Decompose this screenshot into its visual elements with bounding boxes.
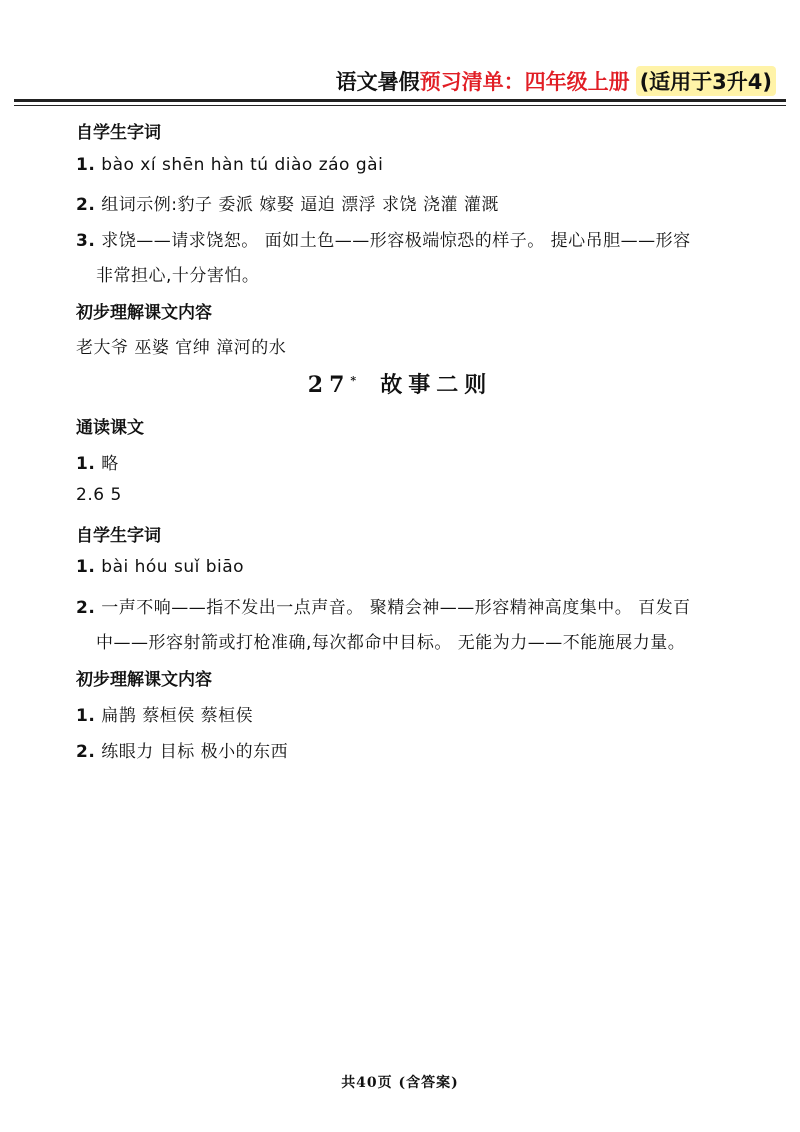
understanding-answers: 扁鹊 蔡桓侯 蔡桓侯 [101,706,254,726]
header-rule-thick [14,99,786,102]
list-item [76,155,383,175]
idiom-explanations-cont: 非常担心,十分害怕。 [96,266,260,286]
header-title-part1: 语文暑假 [335,70,420,94]
item-number: 1. [76,557,96,577]
page-header [336,66,776,96]
word-examples: 组词示例:豹子 委派 嫁娶 逼迫 漂浮 求饶 浇灌 灌溉 [101,195,499,215]
list-item [76,737,288,762]
understanding-answers: 练眼力 目标 极小的东西 [101,742,289,762]
section-heading-vocab: 自学生字词 [76,123,161,143]
section-heading-vocab-2: 自学生字词 [76,526,161,546]
pinyin-answers: bào xí shēn hàn tú diào záo gài [101,155,384,175]
item-number: 2. [76,742,96,762]
lesson-name: 故事二则 [380,372,493,398]
list-item [76,449,119,474]
idiom-explanations-cont: 中——形容射箭或打枪准确,每次都命中目标。 无能为力——不能施展力量。 [96,633,686,653]
item-number: 1. [76,155,96,175]
list-item [76,226,691,251]
header-rule-thin [14,105,786,106]
idiom-explanations: 求饶——请求饶恕。 面如土色——形容极端惊恐的样子。 提心吊胆——形容 [101,231,691,251]
reading-answer-2: 2.6 5 [76,485,122,505]
list-item [76,701,253,726]
item-number: 1. [76,454,96,474]
section-heading-understanding: 初步理解课文内容 [76,303,212,323]
list-item [76,557,244,577]
idiom-explanations: 一声不响——指不发出一点声音。 聚精会神——形容精神高度集中。 百发百 [101,598,691,618]
item-number: 3. [76,231,96,251]
item-number: 1. [76,706,96,726]
pinyin-answers: bài hóu suǐ biāo [101,557,245,577]
list-item [76,190,499,215]
lesson-title [0,368,800,399]
section-heading-reading: 通读课文 [76,418,144,438]
page-footer: 共40页 (含答案) [341,1075,459,1091]
header-title-part2: 预习清单：四年级上册 [419,70,630,94]
lesson-mark: * [350,373,357,387]
understanding-answers: 老大爷 巫婆 官绅 漳河的水 [76,338,287,358]
header-grade-badge: (适用于3升4) [636,66,776,96]
lesson-number: 27 [307,372,351,398]
section-heading-understanding-2: 初步理解课文内容 [76,670,212,690]
item-number: 2. [76,195,96,215]
reading-answer: 略 [101,454,119,474]
list-item [76,593,691,618]
item-number: 2. [76,598,96,618]
